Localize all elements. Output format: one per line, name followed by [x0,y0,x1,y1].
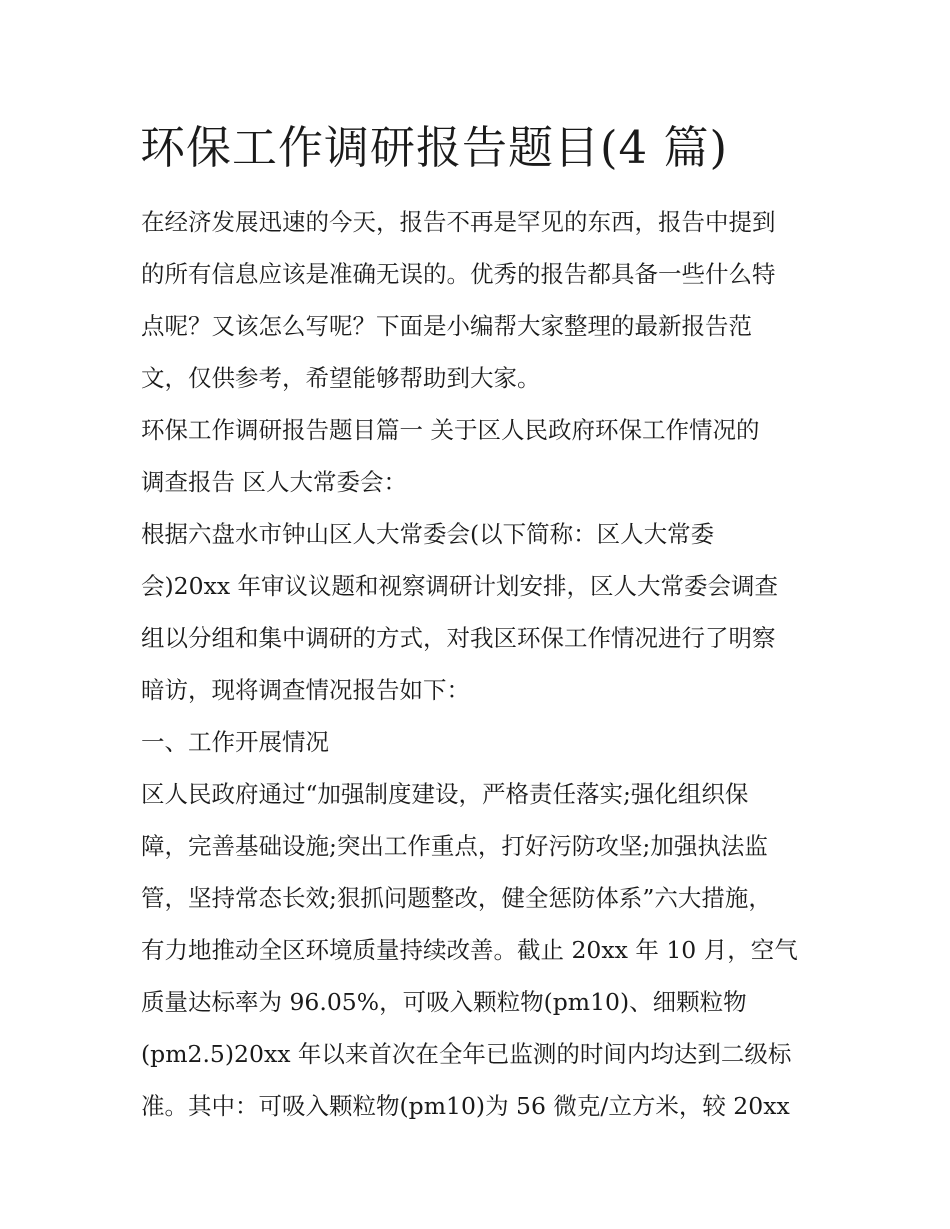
body-line: 准。其中：可吸入颗粒物(pm10)为 56 微克/立方米，较 20xx [141,1092,790,1120]
body-line: (pm2.5)20xx 年以来首次在全年已监测的时间内均达到二级标 [141,1040,792,1068]
section-heading-line: 调查报告 区人大常委会： [141,468,407,496]
body-line: 在经济发展迅速的今天，报告不再是罕见的东西，报告中提到 [141,208,776,236]
body-line: 有力地推动全区环境质量持续改善。截止 20xx 年 10 月，空气 [141,936,798,964]
body-line: 会)20xx 年审议议题和视察调研计划安排，区人大常委会调查 [141,572,779,600]
body-line: 组以分组和集中调研的方式，对我区环保工作情况进行了明察 [141,624,776,652]
body-line: 质量达标率为 96.05%，可吸入颗粒物(pm10)、细颗粒物 [141,988,747,1016]
body-line: 文，仅供参考，希望能够帮助到大家。 [141,364,541,392]
body-line: 的所有信息应该是准确无误的。优秀的报告都具备一些什么特 [141,260,776,288]
document-body [141,196,821,1132]
document-title: 环保工作调研报告题目(4 篇) [140,121,729,174]
subheading-line: 一、工作开展情况 [141,728,329,756]
body-line: 障，完善基础设施;突出工作重点，打好污防攻坚;加强执法监 [141,832,768,860]
body-line: 根据六盘水市钟山区人大常委会(以下简称：区人大常委 [141,520,715,548]
body-line: 管，坚持常态长效;狠抓问题整改，健全惩防体系”六大措施， [141,884,772,912]
body-line: 点呢？又该怎么写呢？下面是小编帮大家整理的最新报告范 [141,312,752,340]
body-line: 暗访，现将调查情况报告如下： [141,676,470,704]
body-line: 区人民政府通过“加强制度建设，严格责任落实;强化组织保 [141,780,749,808]
section-heading-line: 环保工作调研报告题目篇一 关于区人民政府环保工作情况的 [141,416,760,444]
